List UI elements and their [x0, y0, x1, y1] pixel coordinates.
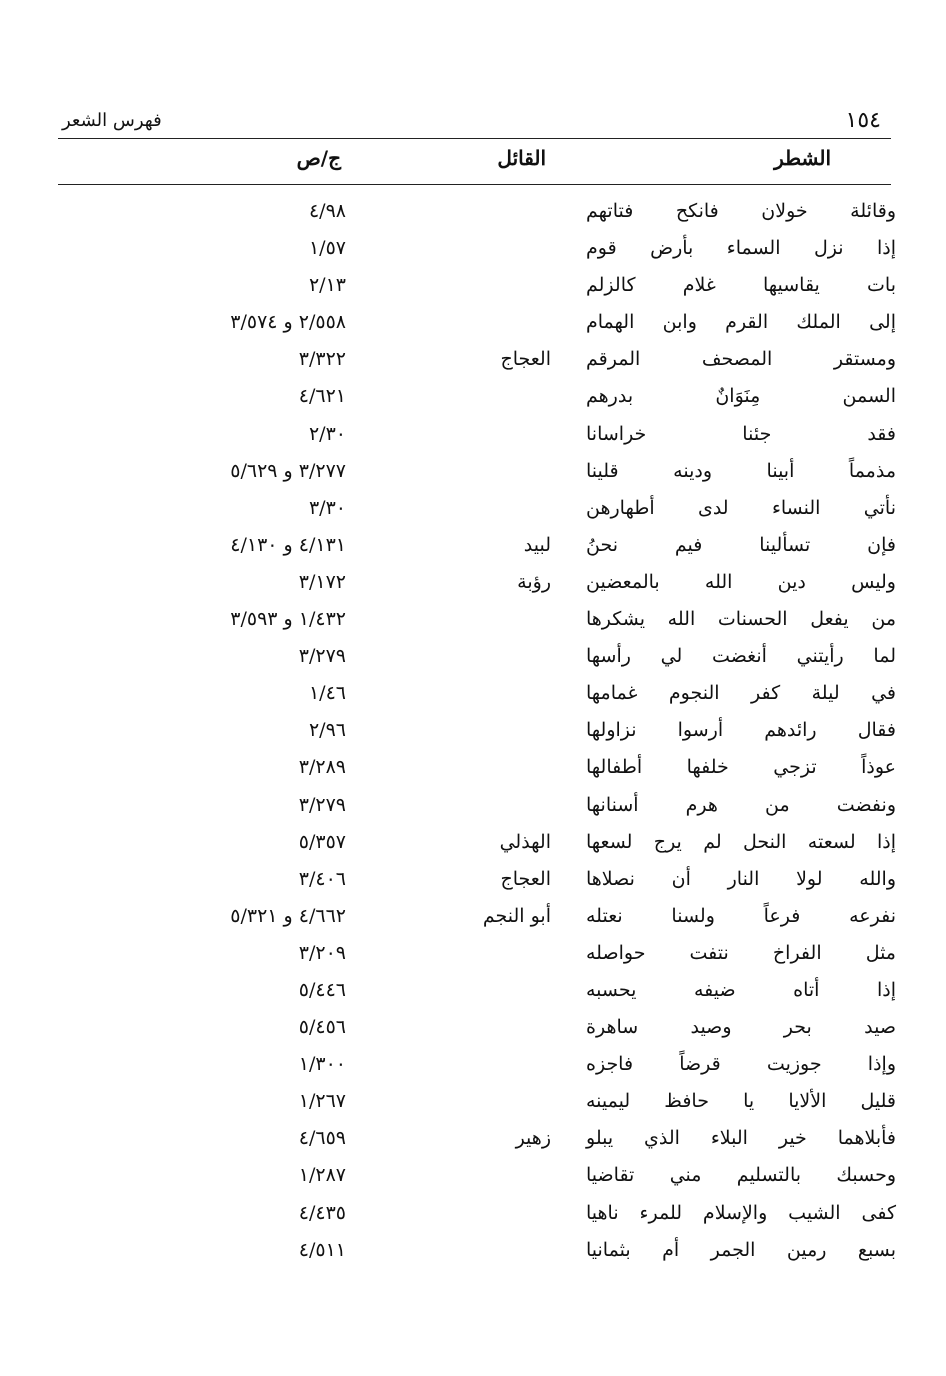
verse-index-list — [58, 196, 896, 1272]
verse-text: إذا أتاه ضيفه يحسبه — [586, 978, 896, 1001]
volume-page-reference: ١/٤٦ — [308, 682, 346, 705]
volume-page-reference: ٤/٥١١ — [298, 1238, 346, 1261]
volume-page-reference: ٣/٤٠٦ — [298, 867, 346, 890]
verse-text: صيد بحر وصيد ساهرة — [586, 1016, 896, 1039]
verse-text: ونفضت من هرم أسنانها — [586, 793, 896, 816]
volume-page-reference: ١/٢٨٧ — [298, 1164, 346, 1187]
index-row — [58, 1049, 896, 1086]
volume-page-reference: ٤/٦٥٩ — [298, 1127, 346, 1150]
index-row — [58, 975, 896, 1012]
page-number: ١٥٤ — [845, 108, 881, 133]
poet-name: الهذلي — [499, 830, 551, 853]
verse-text: إذا لسعته النحل لم يرج لسعها — [586, 830, 896, 853]
volume-page-reference: ٤/١٣١ و ٤/١٣٠ — [230, 533, 346, 556]
index-row — [58, 196, 896, 233]
volume-page-reference: ٣/١٧٢ — [298, 570, 346, 593]
volume-page-reference: ١/٢٦٧ — [298, 1090, 346, 1113]
volume-page-reference: ٥/٤٥٦ — [298, 1016, 346, 1039]
verse-text: فقال رائدهم أرسوا نزاولها — [586, 719, 896, 742]
page-header — [58, 106, 891, 139]
verse-text: لما رأيتني أنغضت لي رأسها — [586, 645, 896, 668]
index-row — [58, 1160, 896, 1197]
verse-text: إذا نزل السماء بأرض قوم — [586, 237, 896, 260]
index-row — [58, 901, 896, 938]
volume-page-reference: ١/٣٠٠ — [298, 1053, 346, 1076]
index-row — [58, 567, 896, 604]
volume-page-reference: ٤/٦٢١ — [298, 385, 346, 408]
index-row — [58, 419, 896, 456]
index-row — [58, 1198, 896, 1235]
index-row — [58, 307, 896, 344]
column-header-poet: القائل — [497, 146, 546, 170]
verse-text: وإذا جوزيت قرضاً فاجزه — [586, 1053, 896, 1076]
verse-text: فإن تسألينا فيم نحنُ — [586, 533, 896, 556]
verse-text: مذمماً أبينا ودينه قلينا — [586, 459, 896, 482]
index-row — [58, 456, 896, 493]
verse-text: ومستقر المصحف المرقم — [586, 348, 896, 371]
volume-page-reference: ٣/٢٨٩ — [298, 756, 346, 779]
index-row — [58, 715, 896, 752]
verse-text: فأبلاهما خير البلاء الذي يبلو — [586, 1127, 896, 1150]
volume-page-reference: ٣/٢٧٩ — [298, 645, 346, 668]
index-row — [58, 678, 896, 715]
verse-text: وقائلة خولان فانكح فتاتهم — [586, 200, 896, 222]
poet-name: رؤبة — [517, 570, 551, 593]
volume-page-reference: ٣/٣٢٢ — [298, 348, 346, 371]
index-row — [58, 1012, 896, 1049]
volume-page-reference: ٢/٩٦ — [308, 719, 346, 742]
volume-page-reference: ٣/٣٠ — [308, 496, 346, 519]
volume-page-reference: ٥/٣٥٧ — [298, 830, 346, 853]
index-row — [58, 1235, 896, 1272]
verse-text: فقد جئنا خراسانا — [586, 422, 896, 445]
verse-text: السمن مِنَوَانٌ بدرهم — [586, 385, 896, 408]
index-row — [58, 344, 896, 381]
verse-text: قليل الألايا يا حافظ ليمينه — [586, 1090, 896, 1113]
verse-text: نفرعه فرعاً ولسنا نعتله — [586, 904, 896, 927]
poet-name: زهير — [515, 1127, 551, 1150]
index-row — [58, 938, 896, 975]
volume-page-reference: ٥/٤٤٦ — [298, 978, 346, 1001]
verse-text: نأتي النساء لدى أطهارهن — [586, 496, 896, 519]
verse-text: وليس دين الله بالمعضين — [586, 570, 896, 593]
index-row — [58, 604, 896, 641]
index-row — [58, 1123, 896, 1160]
index-row — [58, 864, 896, 901]
poet-name: أبو النجم — [482, 904, 551, 927]
verse-text: بسبع رمين الجمر أم بثمانيا — [586, 1238, 896, 1261]
verse-text: من يفعل الحسنات الله يشكرها — [586, 608, 896, 631]
index-row — [58, 493, 896, 530]
volume-page-reference: ٤/٦٦٢ و ٥/٣٢١ — [230, 904, 346, 927]
volume-page-reference: ٤/٤٣٥ — [298, 1201, 346, 1224]
volume-page-reference: ٣/٢٧٩ — [298, 793, 346, 816]
verse-text: مثل الفراخ نتفت حواصله — [586, 941, 896, 964]
index-row — [58, 641, 896, 678]
verse-text: بات يقاسيها غلام كالزلم — [586, 274, 896, 297]
verse-text: إلى الملك القرم وابن الهمام — [586, 311, 896, 334]
column-headers — [58, 142, 891, 185]
poet-name: لبيد — [523, 533, 551, 556]
poet-name: العجاج — [500, 348, 551, 371]
verse-text: في ليلة كفر النجوم غمامها — [586, 682, 896, 705]
running-title: فهرس الشعر — [62, 110, 162, 131]
volume-page-reference: ٣/٢٠٩ — [298, 941, 346, 964]
volume-page-reference: ٢/١٣ — [308, 274, 346, 297]
index-row — [58, 530, 896, 567]
column-header-verse: الشطر — [774, 146, 831, 170]
index-row — [58, 233, 896, 270]
volume-page-reference: ٤/٩٨ — [308, 200, 346, 222]
verse-text: كفى الشيب والإسلام للمرء ناهيا — [586, 1201, 896, 1224]
volume-page-reference: ١/٤٣٢ و ٣/٥٩٣ — [230, 608, 346, 631]
verse-text: عوذاً تزجي خلفها أطفالها — [586, 756, 896, 779]
index-row — [58, 752, 896, 789]
index-row — [58, 790, 896, 827]
volume-page-reference: ٢/٥٥٨ و ٣/٥٧٤ — [230, 311, 346, 334]
verse-text: وحسبك بالتسليم مني تقاضيا — [586, 1164, 896, 1187]
volume-page-reference: ٢/٣٠ — [308, 422, 346, 445]
index-row — [58, 270, 896, 307]
volume-page-reference: ١/٥٧ — [308, 237, 346, 260]
index-row — [58, 1086, 896, 1123]
volume-page-reference: ٣/٢٧٧ و ٥/٦٢٩ — [230, 459, 346, 482]
index-row — [58, 381, 896, 418]
poet-name: العجاج — [500, 867, 551, 890]
index-row — [58, 827, 896, 864]
verse-text: والله لولا النار أن نصلاها — [586, 867, 896, 890]
column-header-reference: ج/ص — [296, 146, 341, 170]
